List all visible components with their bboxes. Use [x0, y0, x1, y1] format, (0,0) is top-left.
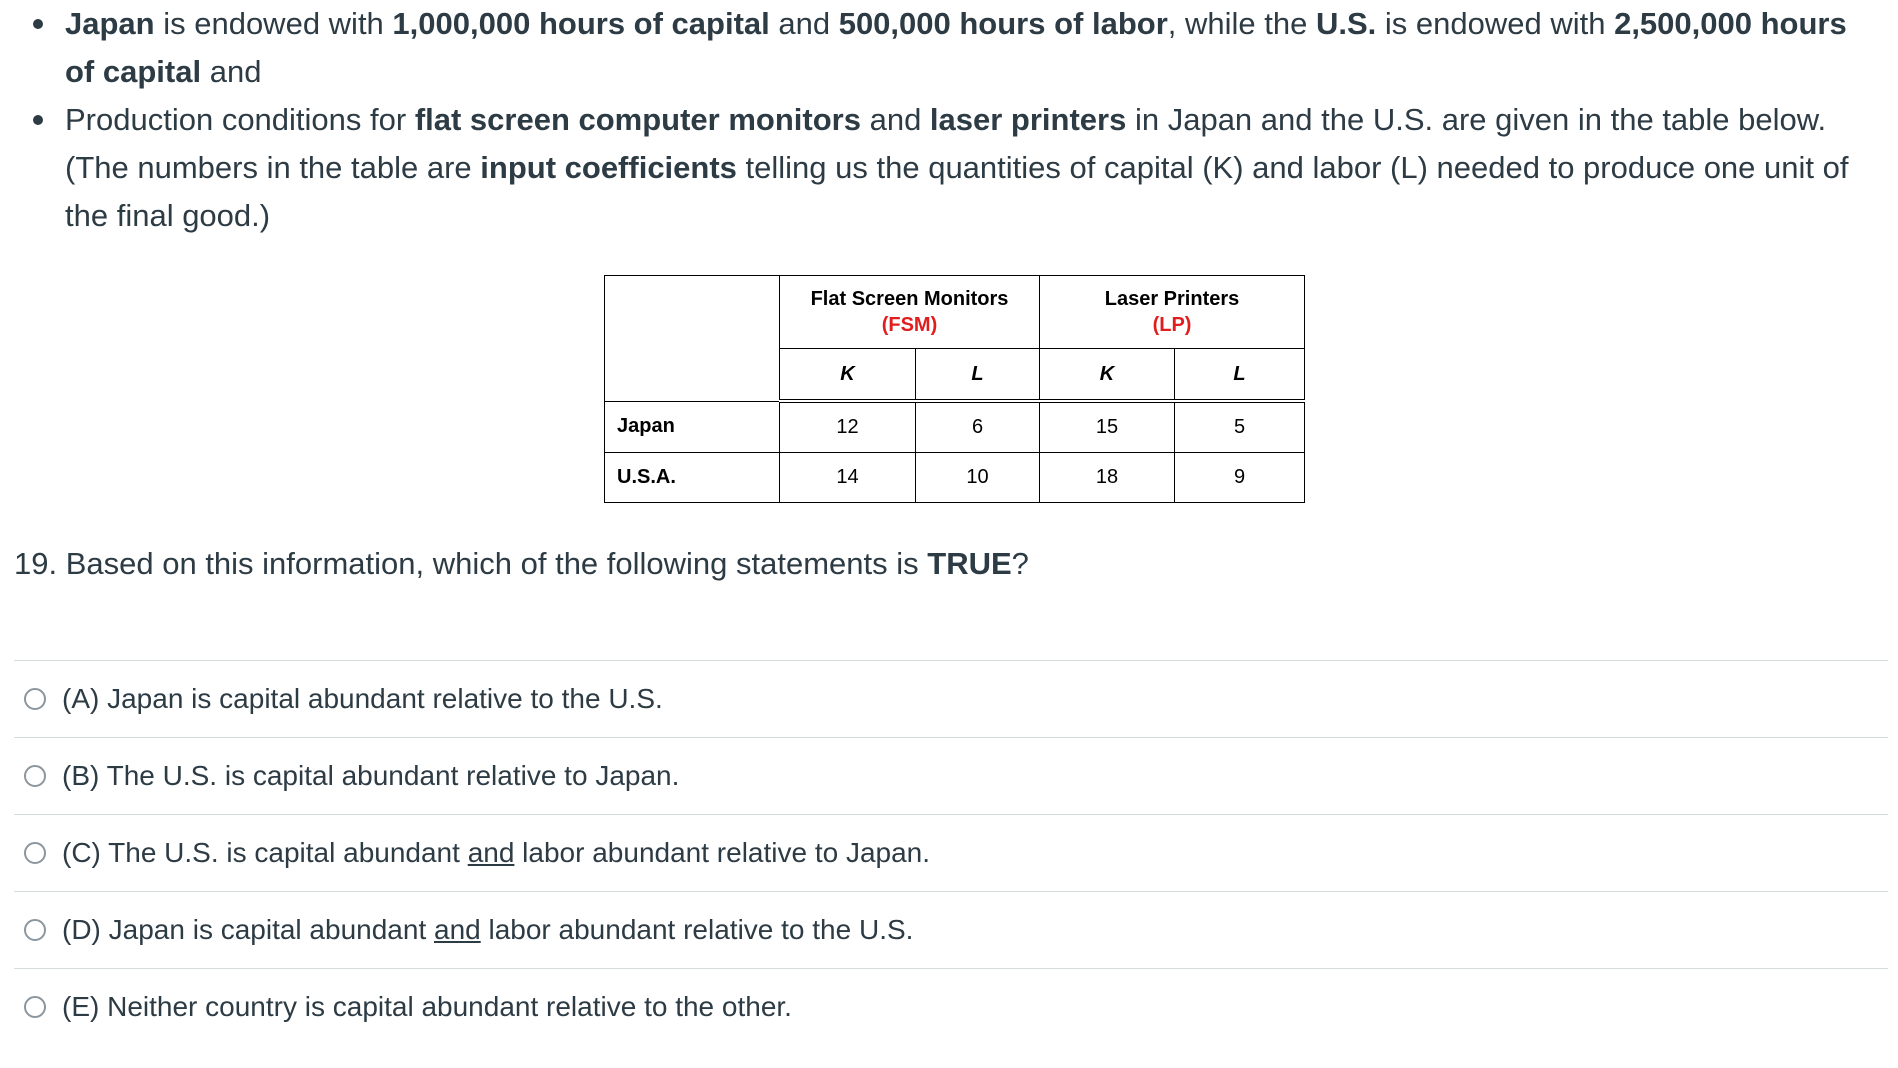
lp-l-header: L: [1175, 349, 1305, 402]
bullet2-part: laser printers: [929, 102, 1127, 137]
answer-option-b[interactable]: [14, 737, 1888, 814]
empty-corner-cell: [605, 276, 780, 402]
lp-title: Laser Printers: [1104, 288, 1240, 310]
table-cell: 9: [1175, 453, 1305, 503]
bullet-endowments: [20, 0, 1880, 96]
bullet1-part: and: [201, 54, 262, 89]
bullet1-part: , while the: [1167, 6, 1316, 41]
bullet1-part: 2,500,000 hours of capital: [65, 6, 1847, 89]
input-coefficients-table: [604, 275, 1305, 503]
info-bullets: [20, 0, 1880, 240]
answer-label-e[interactable]: (E) Neither country is capital abundant relative to the other.: [62, 991, 792, 1022]
answer-option-c[interactable]: [14, 814, 1888, 891]
bullet1-part: Japan: [65, 6, 155, 41]
bullet2-part: and: [860, 102, 930, 137]
bullet2-part: flat screen computer monitors: [414, 102, 861, 137]
table-cell: 10: [916, 453, 1040, 503]
lp-header: [1040, 276, 1305, 349]
answer-label-a[interactable]: (A) Japan is capital abundant relative to the U.S.: [62, 683, 663, 714]
answer-d-part: labor abundant relative to the U.S.: [480, 914, 914, 945]
question-text: [14, 540, 1029, 588]
question-emphasis: TRUE: [927, 546, 1012, 581]
bullet2-part: in Japan and the U.S. are given in the table below. (The numbers in the table are: [65, 102, 1827, 185]
table-row: [605, 401, 1305, 453]
bullet1-part: is endowed with: [154, 6, 393, 41]
bullet1-part: 500,000 hours of labor: [838, 6, 1168, 41]
fsm-l-header: L: [916, 349, 1040, 402]
fsm-title: Flat Screen Monitors: [810, 288, 1009, 310]
row-label-usa: U.S.A.: [605, 453, 780, 503]
radio-button-d[interactable]: [24, 919, 46, 941]
radio-button-c[interactable]: [24, 842, 46, 864]
radio-button-a[interactable]: [24, 688, 46, 710]
radio-button-e[interactable]: [24, 996, 46, 1018]
bullet1-part: is endowed with: [1376, 6, 1615, 41]
radio-button-b[interactable]: [24, 765, 46, 787]
bullet2-part: Production conditions for: [65, 102, 415, 137]
bullet-production-conditions: [20, 96, 1880, 240]
table-cell: 18: [1040, 453, 1175, 503]
table-cell: 5: [1175, 401, 1305, 453]
answer-label-c[interactable]: [62, 837, 930, 869]
bullet1-part: 1,000,000 hours of capital: [392, 6, 770, 41]
table-cell: 15: [1040, 401, 1175, 453]
answer-c-and: and: [467, 837, 515, 868]
table-cell: 6: [916, 401, 1040, 453]
answer-d-and: and: [434, 914, 481, 945]
answer-options: [14, 660, 1888, 1045]
answer-label-d[interactable]: [62, 914, 913, 946]
table-cell: 14: [780, 453, 916, 503]
lp-k-header: K: [1040, 349, 1175, 402]
bullet1-part: and: [769, 6, 839, 41]
bullet2-part: telling us the quantities of capital (K) and labor (L) needed to produce one unit of the final good.): [65, 150, 1849, 233]
answer-option-a[interactable]: [14, 660, 1888, 737]
question-end: ?: [1011, 546, 1029, 581]
answer-c-part: labor abundant relative to Japan.: [514, 837, 931, 868]
fsm-abbr: (FSM): [881, 314, 938, 336]
table-row: [605, 453, 1305, 503]
row-label-japan: Japan: [605, 401, 780, 453]
question-body: 19. Based on this information, which of the following statements is: [14, 546, 928, 581]
bullet1-part: U.S.: [1315, 6, 1377, 41]
lp-abbr: (LP): [1152, 314, 1192, 336]
answer-label-b[interactable]: (B) The U.S. is capital abundant relative to Japan.: [62, 760, 680, 791]
answer-d-part: (D) Japan is capital abundant: [62, 914, 434, 945]
table-cell: 12: [780, 401, 916, 453]
answer-option-e[interactable]: [14, 968, 1888, 1045]
bullet2-part: input coefficients: [480, 150, 737, 185]
answer-c-part: (C) The U.S. is capital abundant: [62, 837, 468, 868]
answer-option-d[interactable]: [14, 891, 1888, 968]
fsm-header: [780, 276, 1040, 349]
fsm-k-header: K: [780, 349, 916, 402]
